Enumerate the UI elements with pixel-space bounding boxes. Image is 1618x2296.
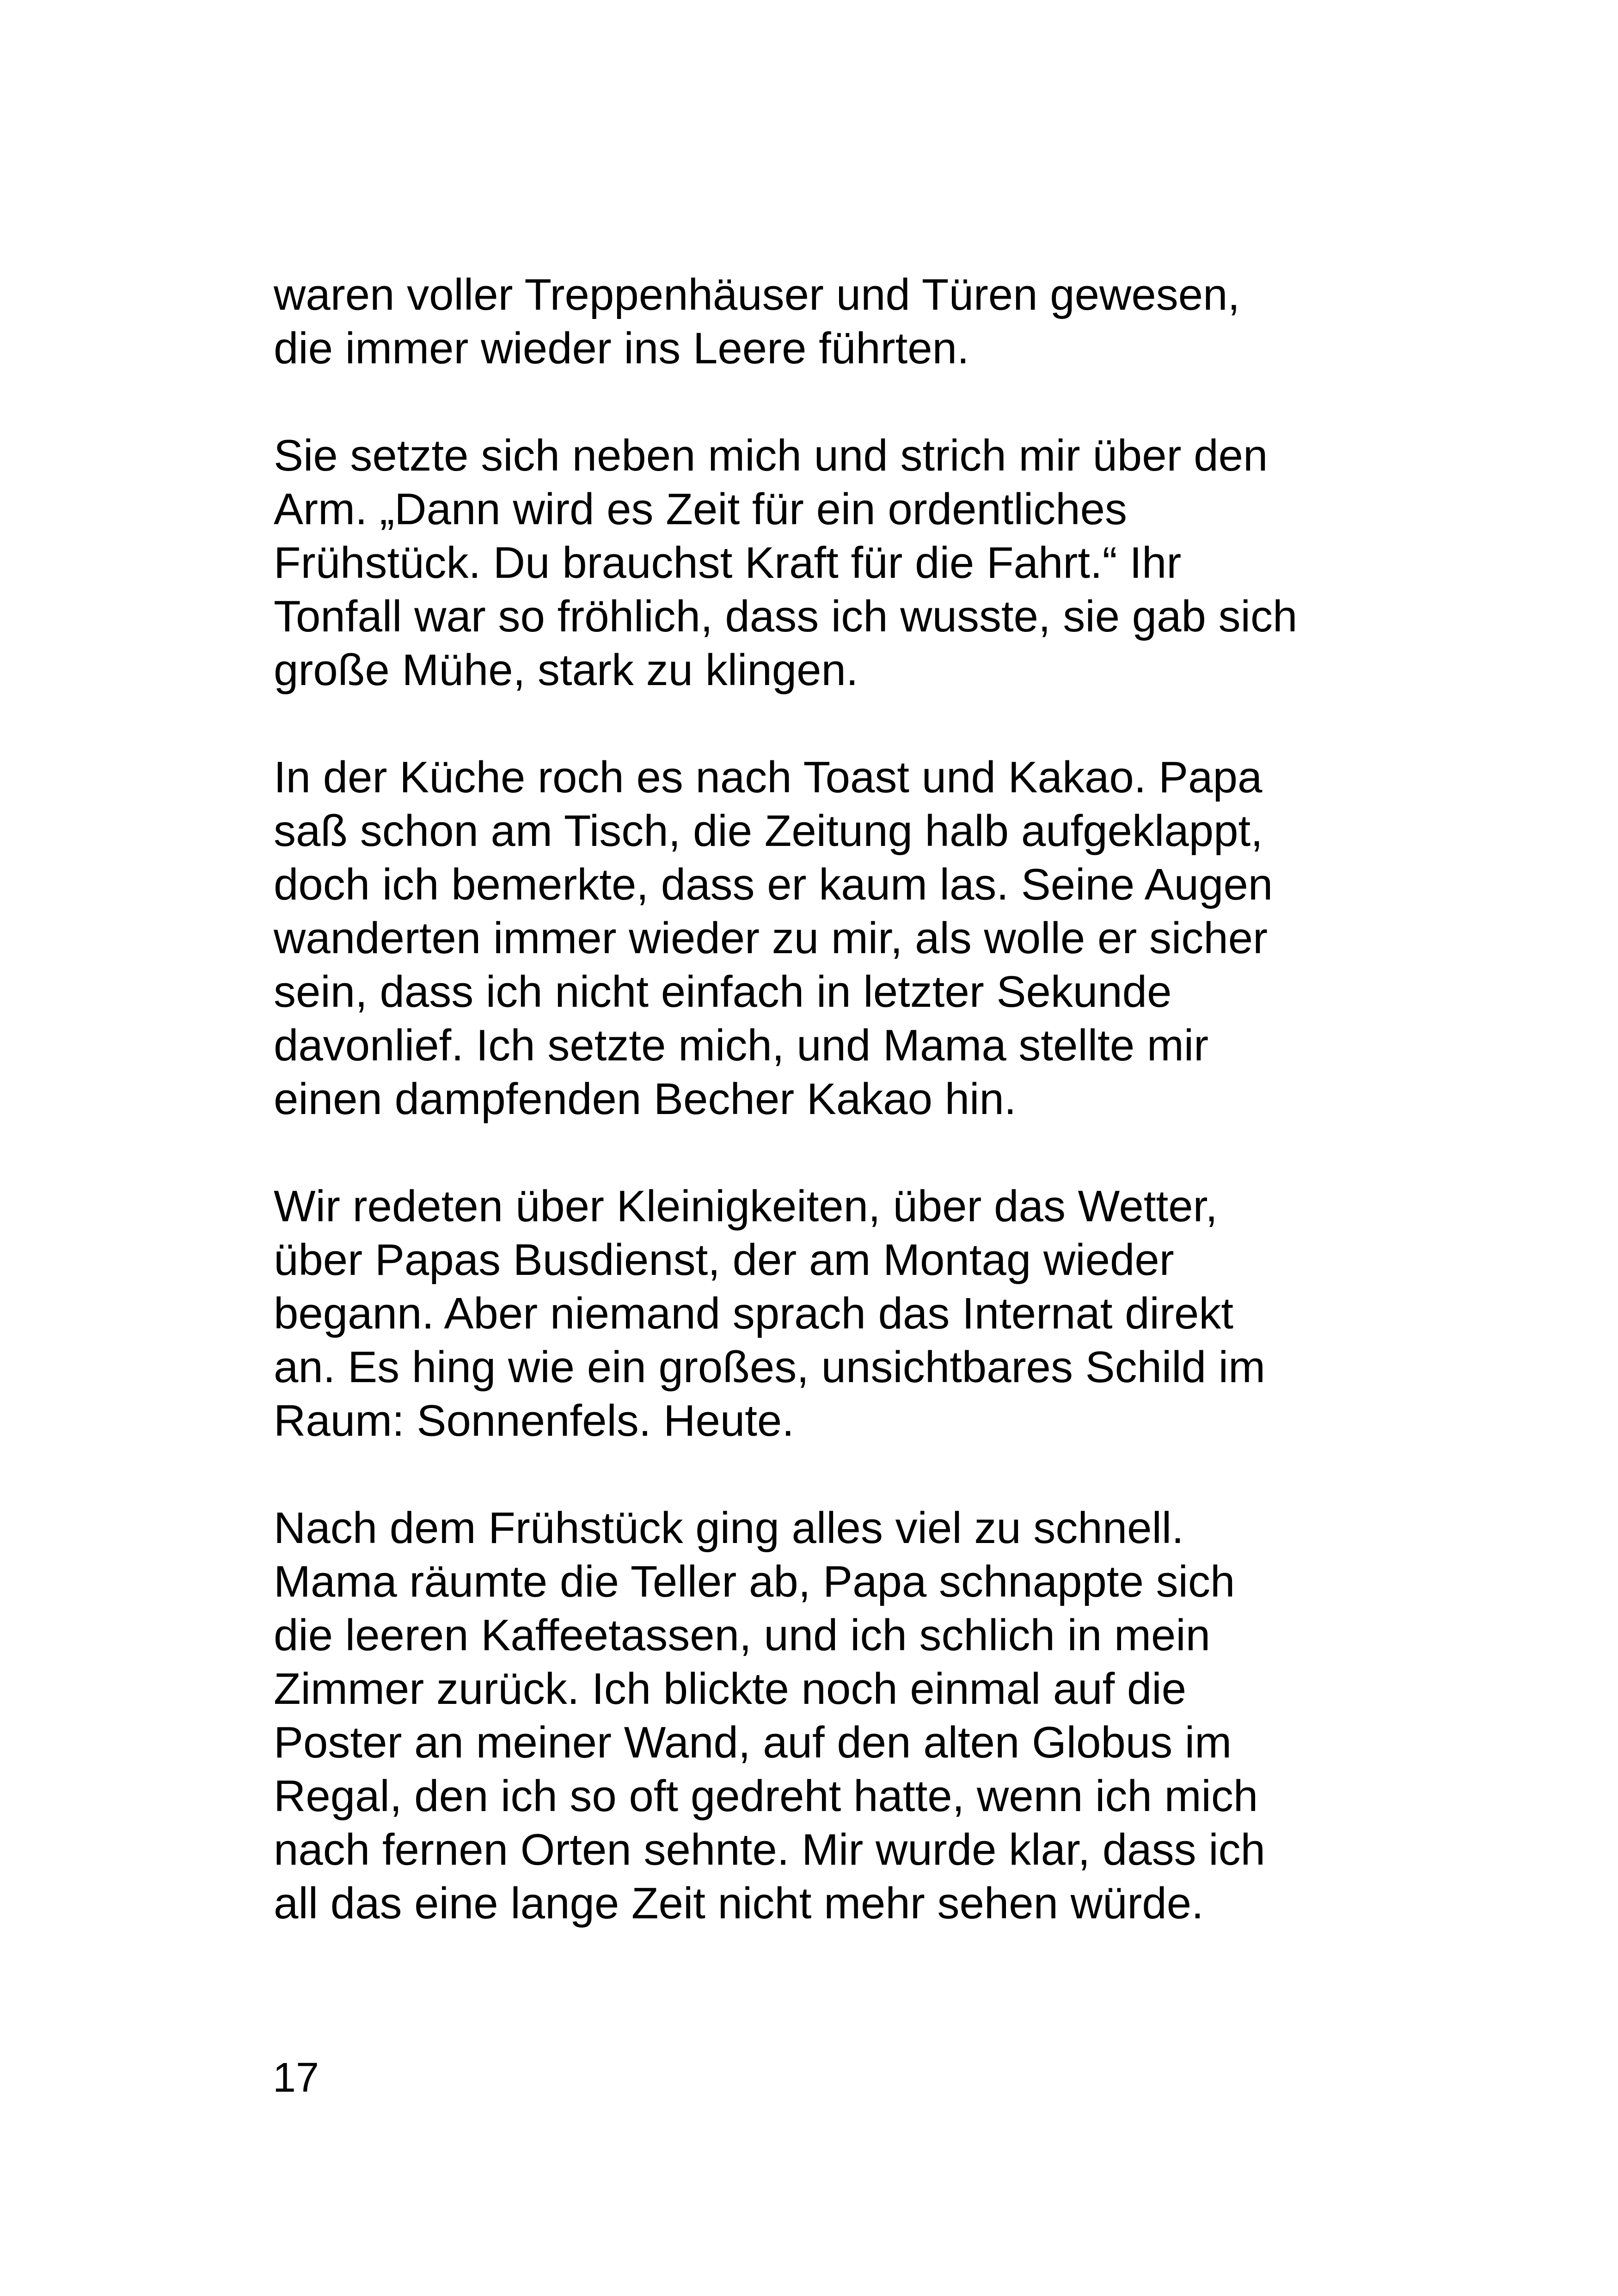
paragraph-5 [274, 1501, 1383, 1930]
text-line: über Papas Busdienst, der am Montag wieder [274, 1235, 1174, 1285]
text-line: Wir redeten über Kleinigkeiten, über das Wetter, [274, 1182, 1218, 1231]
text-line: waren voller Treppenhäuser und Türen gewesen, [274, 270, 1240, 319]
text-line: Sie setzte sich neben mich und strich mir über den [274, 431, 1268, 480]
text-line: doch ich bemerkte, dass er kaum las. Seine Augen [274, 860, 1273, 909]
text-line: begann. Aber niemand sprach das Internat direkt [274, 1289, 1233, 1338]
text-line: Nach dem Frühstück ging alles viel zu schnell. [274, 1503, 1184, 1553]
text-line: die leeren Kaffeetassen, und ich schlich in mein [274, 1610, 1211, 1660]
text-line: all das eine lange Zeit nicht mehr sehen würde. [274, 1879, 1204, 1928]
text-line: Frühstück. Du brauchst Kraft für die Fahrt.“ Ihr [274, 538, 1182, 588]
text-line: wanderten immer wieder zu mir, als wolle er sicher [274, 913, 1268, 963]
paragraph-1 [274, 268, 1383, 375]
text-line: die immer wieder ins Leere führten. [274, 324, 969, 373]
text-line: Tonfall war so fröhlich, dass ich wusste, sie gab sich [274, 592, 1298, 641]
text-line: davonlief. Ich setzte mich, und Mama stellte mir [274, 1021, 1209, 1070]
text-line: Zimmer zurück. Ich blickte noch einmal auf die [274, 1664, 1187, 1714]
text-line: Poster an meiner Wand, auf den alten Globus im [274, 1718, 1232, 1767]
text-line: an. Es hing wie ein großes, unsichtbares Schild im [274, 1342, 1266, 1392]
paragraph-2 [274, 429, 1383, 697]
text-line: Mama räumte die Teller ab, Papa schnappte sich [274, 1557, 1235, 1606]
text-line: Arm. „Dann wird es Zeit für ein ordentliches [274, 484, 1128, 534]
text-line: sein, dass ich nicht einfach in letzter Sekunde [274, 967, 1172, 1016]
text-line: große Mühe, stark zu klingen. [274, 645, 858, 695]
text-line: In der Küche roch es nach Toast und Kakao. Papa [274, 753, 1263, 802]
text-line: saß schon am Tisch, die Zeitung halb aufgeklappt, [274, 806, 1263, 856]
text-line: nach fernen Orten sehnte. Mir wurde klar, dass ich [274, 1825, 1266, 1874]
text-line: Raum: Sonnenfels. Heute. [274, 1396, 794, 1445]
text-line: einen dampfenden Becher Kakao hin. [274, 1074, 1017, 1124]
page-number: 17 [273, 2055, 319, 2101]
body-text [274, 268, 1383, 1984]
paragraph-3 [274, 751, 1383, 1126]
text-line: Regal, den ich so oft gedreht hatte, wenn ich mich [274, 1771, 1258, 1821]
paragraph-4 [274, 1180, 1383, 1448]
